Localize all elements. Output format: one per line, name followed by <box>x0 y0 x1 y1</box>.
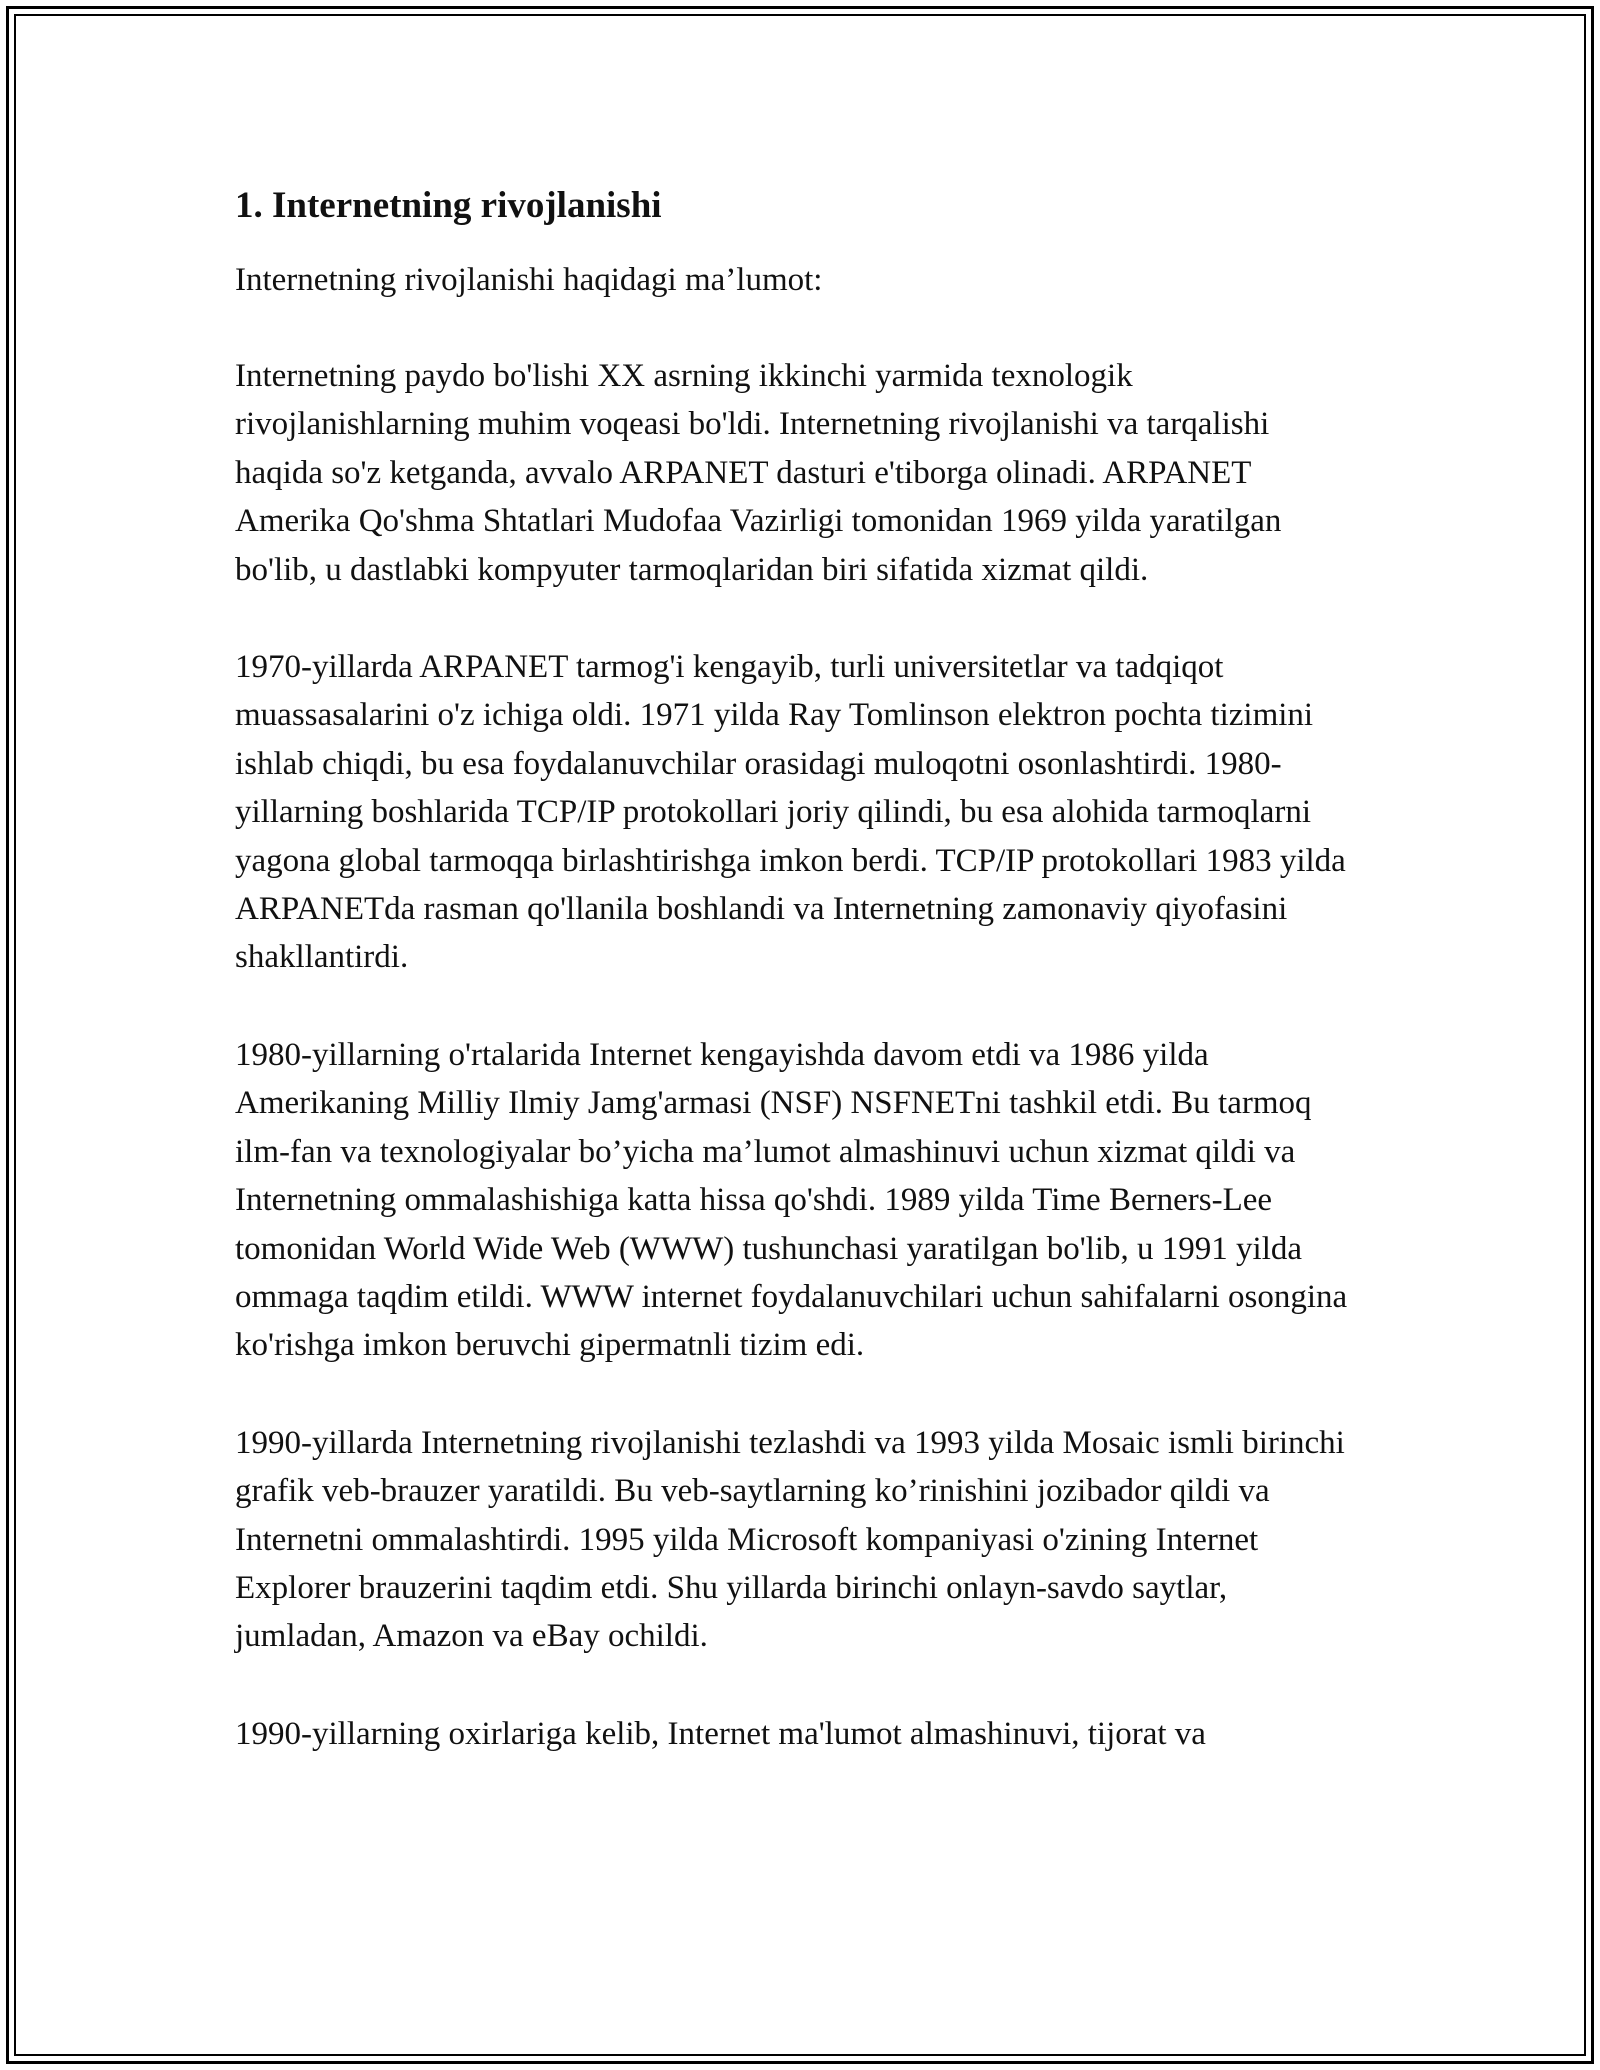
paragraph-1990s: 1990-yillarda Internetning rivojlanishi tezlashdi va 1993 yilda Mosaic ismli birinchi grafik veb-brauzer yaratildi. Bu veb-saytlarning ko’rinishini jozibador qildi va Internetni ommalashtirdi. 1995 yilda Microsoft kompaniyasi o'zining Internet Explorer brauzerini taqdim etdi. Shu yillarda birinchi onlayn-savdo saytlar, jumladan, Amazon va eBay ochildi. <box>235 1424 1345 1655</box>
section-heading: 1. Internetning rivojlanishi <box>235 185 662 226</box>
document-body <box>235 182 1365 1758</box>
paragraph-late-1990s: 1990-yillarning oxirlariga kelib, Internet ma'lumot almashinuvi, tijorat va <box>235 1715 1206 1752</box>
paragraph-1970s: 1970-yillarda ARPANET tarmog'i kengayib, turli universitetlar va tadqiqot muassasalarini o'z ichiga oldi. 1971 yilda Ray Tomlinson elektron pochta tizimini ishlab chiqdi, bu esa foydalanuvchilar orasidagi muloqotni osonlashtirdi. 1980-yillarning boshlarida TCP/IP protokollari joriy qilindi, bu esa alohida tarmoqlarni yagona global tarmoqqa birlashtirishga imkon berdi. TCP/IP protokollari 1983 yilda ARPANETda rasman qo'llanila boshlandi va Internetning zamonaviy qiyofasini shakllantirdi. <box>235 649 1346 976</box>
paragraph-1980s: 1980-yillarning o'rtalarida Internet kengayishda davom etdi va 1986 yilda Amerikaning Milliy Ilmiy Jamg'armasi (NSF) NSFNETni tashkil etdi. Bu tarmoq ilm-fan va texnologiyalar bo’yicha ma’lumot almashinuvi uchun xizmat qildi va Internetning ommalashishiga katta hissa qo'shdi. 1989 yilda Time Berners-Lee tomonidan World Wide Web (WWW) tushunchasi yaratilgan bo'lib, u 1991 yilda ommaga taqdim etildi. WWW internet foydalanuvchilari uchun sahifalarni osongina ko'rishga imkon beruvchi gipermatnli tizim edi. <box>235 1036 1348 1364</box>
paragraph-arpanet: Internetning paydo bo'lishi XX asrning ikkinchi yarmida texnologik rivojlanishlarning muhim voqeasi bo'ldi. Internetning rivojlanishi va tarqalishi haqida so'z ketganda, avvalo ARPANET dasturi e'tiborga olinadi. ARPANET Amerika Qo'shma Shtatlari Mudofaa Vazirligi tomonidan 1969 yilda yaratilgan bo'lib, u dastlabki kompyuter tarmoqlaridan biri sifatida xizmat qildi. <box>235 358 1282 588</box>
intro-line: Internetning rivojlanishi haqidagi ma’lumot: <box>235 262 823 298</box>
